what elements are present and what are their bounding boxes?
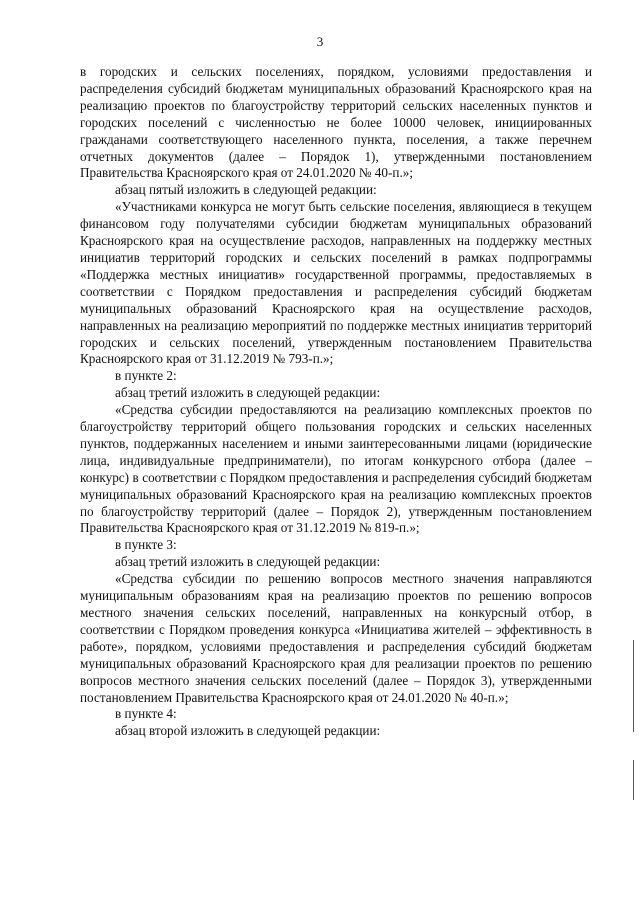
paragraph-second-abzac-instruction: абзац второй изложить в следующей редакции: [115, 723, 381, 739]
scan-edge-mark [633, 640, 634, 732]
document-body [80, 64, 592, 740]
paragraph-order-1-reference: в городских и сельских поселениях, порядком, условиями предоставления и распределения субсидий бюджетам муниципальных образований Красноярского края на реализацию проектов по благоустройству территорий сельских населенных пунктов и городских поселений с численностью не более 10000 человек, инициированных гражданами соответствующего населенного пункта, поселения, а также перечнем отчетных документов (далее – Порядок 1), утвержденными постановлением Правительства Красноярского края от 24.01.2020 № 40-п.»; [80, 64, 592, 181]
paragraph-third-abzac-instruction-3: абзац третий изложить в следующей редакции: [115, 554, 381, 570]
paragraph-point-2: в пункте 2: [115, 368, 177, 384]
paragraph-fifth-abzac-instruction: абзац пятый изложить в следующей редакции: [115, 182, 377, 198]
scan-edge-mark [633, 760, 634, 800]
paragraph-point-4: в пункте 4: [115, 706, 177, 722]
paragraph-third-abzac-instruction-2: абзац третий изложить в следующей редакции: [115, 385, 381, 401]
paragraph-subsidy-local-issues: «Средства субсидии по решению вопросов местного значения направляются муниципальным образованиям края на реализацию проектов по решению вопросов местного значения сельских поселений, направленных на конкурсный отбор, в соответствии с Порядком проведения конкурса «Инициатива жителей – эффективность в работе», порядком, условиями предоставления и распределения субсидий бюджетам муниципальных образований Красноярского края для реализации проектов по решению вопросов местного значения сельских поселений (далее – Порядок 3), утвержденными постановлением Правительства Красноярского края от 24.01.2020 № 40-п.»; [80, 571, 592, 705]
paragraph-contest-participants: «Участниками конкурса не могут быть сельские поселения, являющиеся в текущем финансовом году получателями субсидии бюджетам муниципальных образований Красноярского края на осуществление расходов, направленных на поддержку местных инициатив территорий городских и сельских поселений в рамках подпрограммы «Поддержка местных инициатив» государственной программы, предоставляемых в соответствии с Порядком предоставления и распределения субсидий бюджетам муниципальных образований Красноярского края на осуществление расходов, направленных на реализацию мероприятий по поддержке местных инициатив территорий городских и сельских поселений, утвержденным постановлением Правительства Красноярского края от 31.12.2019 № 793-п.»; [80, 199, 592, 367]
paragraph-subsidy-complex-projects: «Средства субсидии предоставляются на реализацию комплексных проектов по благоустройству территорий общего пользования городских и сельских населенных пунктов, поддержанных населением и иными заинтересованными лицами (юридические лица, индивидуальные предприниматели), по итогам конкурсного отбора (далее – конкурс) в соответствии с Порядком предоставления и распределения субсидий бюджетам муниципальных образований Красноярского края на реализацию комплексных проектов по благоустройству территорий (далее – Порядок 2), утвержденным постановлением Правительства Красноярского края от 31.12.2019 № 819-п.»; [80, 402, 592, 536]
paragraph-point-3: в пункте 3: [115, 537, 177, 553]
page-number: 3 [316, 34, 324, 49]
